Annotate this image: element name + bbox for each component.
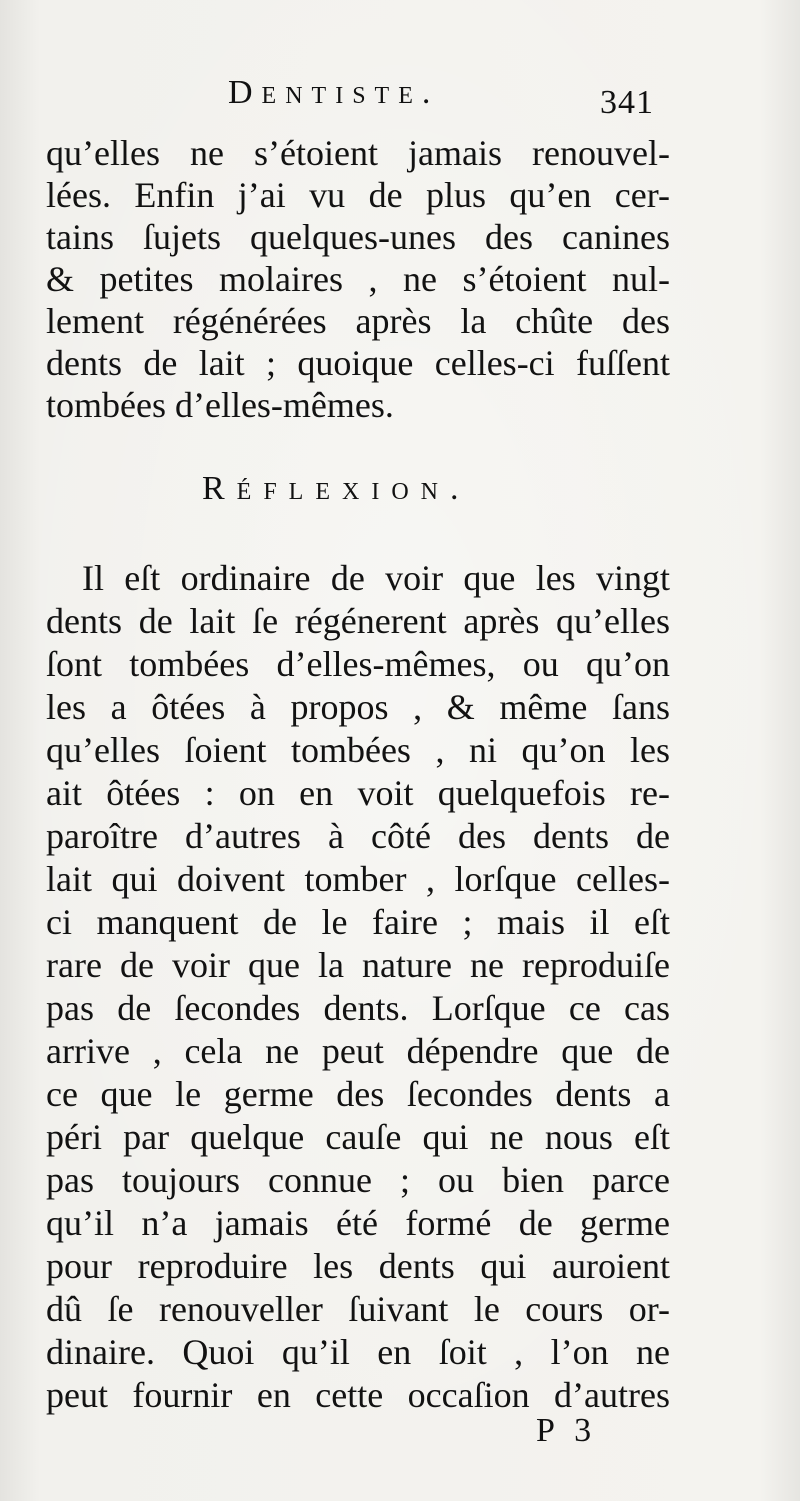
text-line: lement régénérées après la chûte des [46,301,670,341]
text-line: arrive , cela ne peut dépendre que de [46,1031,670,1071]
text-line: les a ôtées à propos , & même ſans [46,687,670,727]
text-line: pas de ſecondes dents. Lorſque ce cas [46,988,670,1028]
text-line: tains ſujets quelques-unes des canines [46,217,670,257]
text-line: dû ſe renouveller ſuivant le cours or- [46,1289,670,1329]
text-line: dinaire. Quoi qu’il en ſoit , l’on ne [46,1332,670,1372]
text-line: qu’elles ſoient tombées , ni qu’on les [46,730,670,770]
text-line: péri par quelque cauſe qui ne nous eſt [46,1117,670,1157]
page-number: 341 [600,84,654,121]
text-line: lait qui doivent tomber , lorſque celles- [46,859,670,899]
signature-mark: P 3 [536,1412,598,1449]
text-line: pas toujours connue ; ou bien parce [46,1160,670,1200]
text-line: Il eſt ordinaire de voir que les vingt [82,558,670,598]
text-line: lées. Enfin j’ai vu de plus qu’en cer- [46,175,670,215]
text-line: qu’elles ne s’étoient jamais renouvel- [46,133,670,173]
text-line: ſont tombées d’elles-mêmes, ou qu’on [46,644,670,684]
text-line: & petites molaires , ne s’étoient nul- [46,259,670,299]
text-line: rare de voir que la nature ne reproduiſe [46,945,670,985]
top-paragraph [46,132,670,426]
text-line: ait ôtées : on en voit quelquefois re- [46,773,670,813]
page-header [0,74,800,134]
text-line: ce que le germe des ſecondes dents a [46,1074,670,1114]
text-line: peut fournir en cette occaſion d’autres [46,1375,670,1415]
main-paragraph [46,557,670,1417]
running-title: Dentiste. [228,74,440,111]
text-line: pour reproduire les dents qui auroient [46,1246,670,1286]
text-line: ci manquent de le faire ; mais il eſt [46,902,670,942]
text-line: qu’il n’a jamais été formé de germe [46,1203,670,1243]
text-line: paroître d’autres à côté des dents de [46,816,670,856]
text-line: dents de lait ; quoique celles-ci fuſſent [46,343,670,383]
text-line: tombées d’elles-mêmes. [46,385,394,425]
section-heading: Réflexion. [202,470,471,507]
text-line: dents de lait ſe régénerent après qu’elles [46,601,670,641]
